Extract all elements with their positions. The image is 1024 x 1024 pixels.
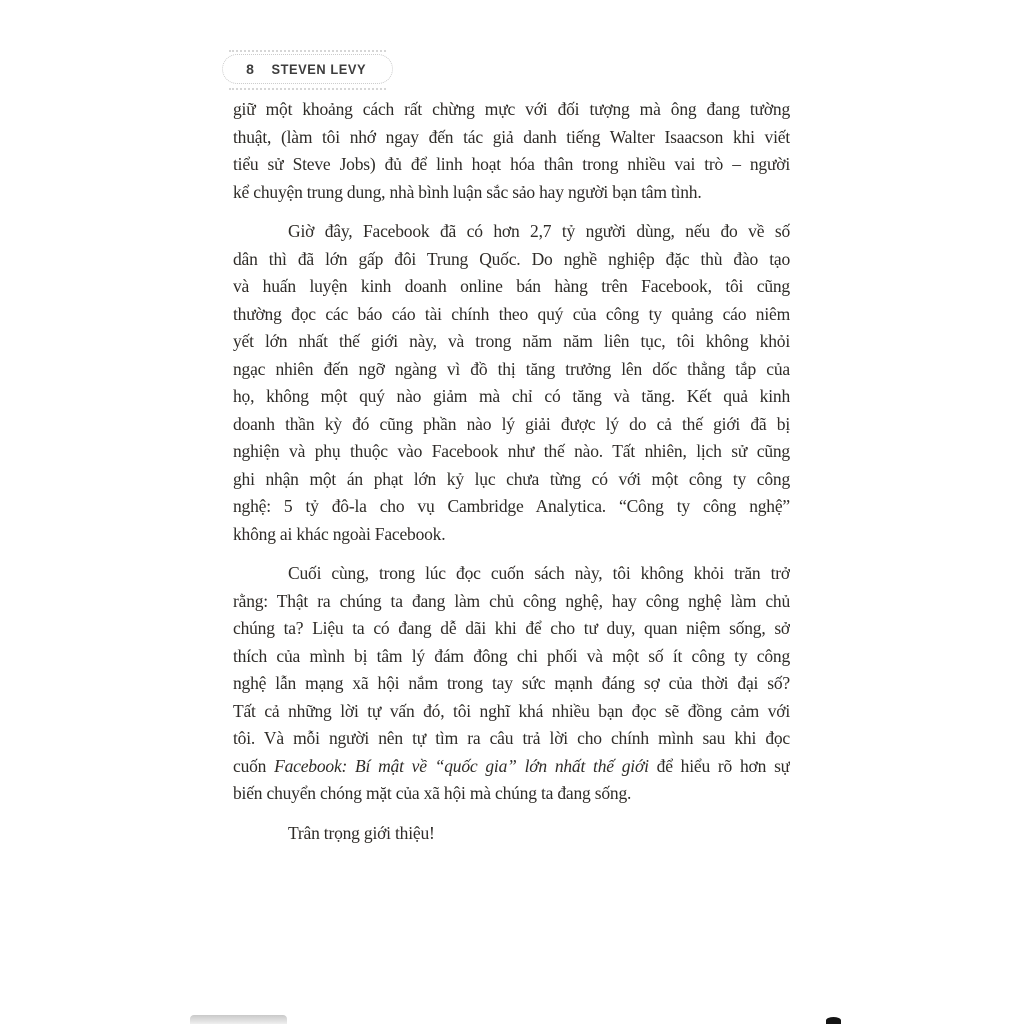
text-line: biến chuyển chóng mặt của xã hội mà chúng ta đang sống. [233, 783, 632, 803]
text-line: kể chuyện trung dung, nhà bình luận sắc sảo hay người bạn tâm tình. [233, 181, 702, 202]
text-line: họ, không một quý nào giảm mà chỉ có tăng và tăng. Kết quả kinh [233, 386, 790, 406]
text-line: không ai khác ngoài Facebook. [233, 523, 446, 544]
text-line: Trân trọng giới thiệu! [288, 822, 435, 843]
paragraph [233, 96, 790, 206]
text-line: doanh thần kỳ đó cũng phần nào lý giải được lý do cả thế giới đã bị [233, 413, 790, 434]
text-line: tiểu sử Steve Jobs) đủ để linh hoạt hóa thân trong nhiều vai trò – người [233, 154, 790, 174]
text-line: ghi nhận một án phạt lớn kỷ lục chưa từng có với một công ty công [233, 468, 790, 489]
text-line: thích của mình bị tâm lý đám đông chi phối và một số ít công ty công [233, 645, 790, 666]
text-line: dân thì đã lớn gấp đôi Trung Quốc. Do nghề nghiệp đặc thù đào tạo [233, 248, 790, 269]
text-line: giữ một khoảng cách rất chừng mực với đối tượng mà ông đang tường [233, 99, 790, 119]
text-line: tôi. Và mỗi người nên tự tìm ra câu trả lời cho chính mình sau khi đọc [233, 728, 790, 748]
badge-stitch-bottom [229, 88, 386, 90]
text-line [233, 753, 790, 781]
page-number: 8 [246, 61, 255, 77]
text-line: Tất cả những lời tự vấn đó, tôi nghĩ khá nhiều bạn đọc sẽ đồng cảm với [233, 700, 790, 721]
page-text [233, 96, 790, 847]
text-line: thuật, (làm tôi nhớ ngay đến tác giả danh tiếng Walter Isaacson khi viết [233, 126, 790, 147]
text-line: rằng: Thật ra chúng ta đang làm chủ công nghệ, hay công nghệ làm chủ [233, 590, 790, 611]
text-line: nghệ lẫn mạng xã hội nắm trong tay sức mạnh đáng sợ của thời đại số? [233, 673, 790, 693]
text-segment: cuốn [233, 755, 275, 776]
paragraph [233, 560, 790, 808]
text-line: và huấn luyện kinh doanh online bán hàng trên Facebook, tôi cũng [233, 276, 790, 296]
paragraph [233, 218, 790, 548]
text-line: chúng ta? Liệu ta có đang dễ dãi khi để cho tư duy, quan niệm sống, sở [233, 618, 790, 638]
text-line: ngạc nhiên đến ngỡ ngàng vì đồ thị tăng trưởng lên dốc thẳng tắp của [233, 358, 790, 379]
text-segment: để hiểu rõ hơn sự [648, 755, 790, 776]
book-title-italic: Facebook: Bí mật về “quốc gia” lớn nhất thế giới [274, 755, 649, 776]
next-page-glyph-tip [826, 1017, 841, 1024]
page-header-badge [222, 54, 393, 84]
text-line: nghiện và phụ thuộc vào Facebook như thế nào. Tất nhiên, lịch sử cũng [233, 441, 790, 461]
badge-stitch-top [229, 50, 386, 52]
text-line: thường đọc các báo cáo tài chính theo quý của công ty quảng cáo niêm [233, 303, 790, 324]
running-title: STEVEN LEVY [271, 61, 367, 77]
paragraph [233, 820, 790, 848]
text-line: nghệ: 5 tỷ đô-la cho vụ Cambridge Analytica. “Công ty công nghệ” [233, 496, 790, 516]
text-line: yết lớn nhất thế giới này, và trong năm năm liên tục, tôi không khỏi [233, 331, 790, 351]
next-page-edge-bar [190, 1015, 287, 1024]
text-line: Giờ đây, Facebook đã có hơn 2,7 tỷ người dùng, nếu đo về số [288, 221, 790, 241]
text-line: Cuối cùng, trong lúc đọc cuốn sách này, tôi không khỏi trăn trở [288, 563, 790, 583]
